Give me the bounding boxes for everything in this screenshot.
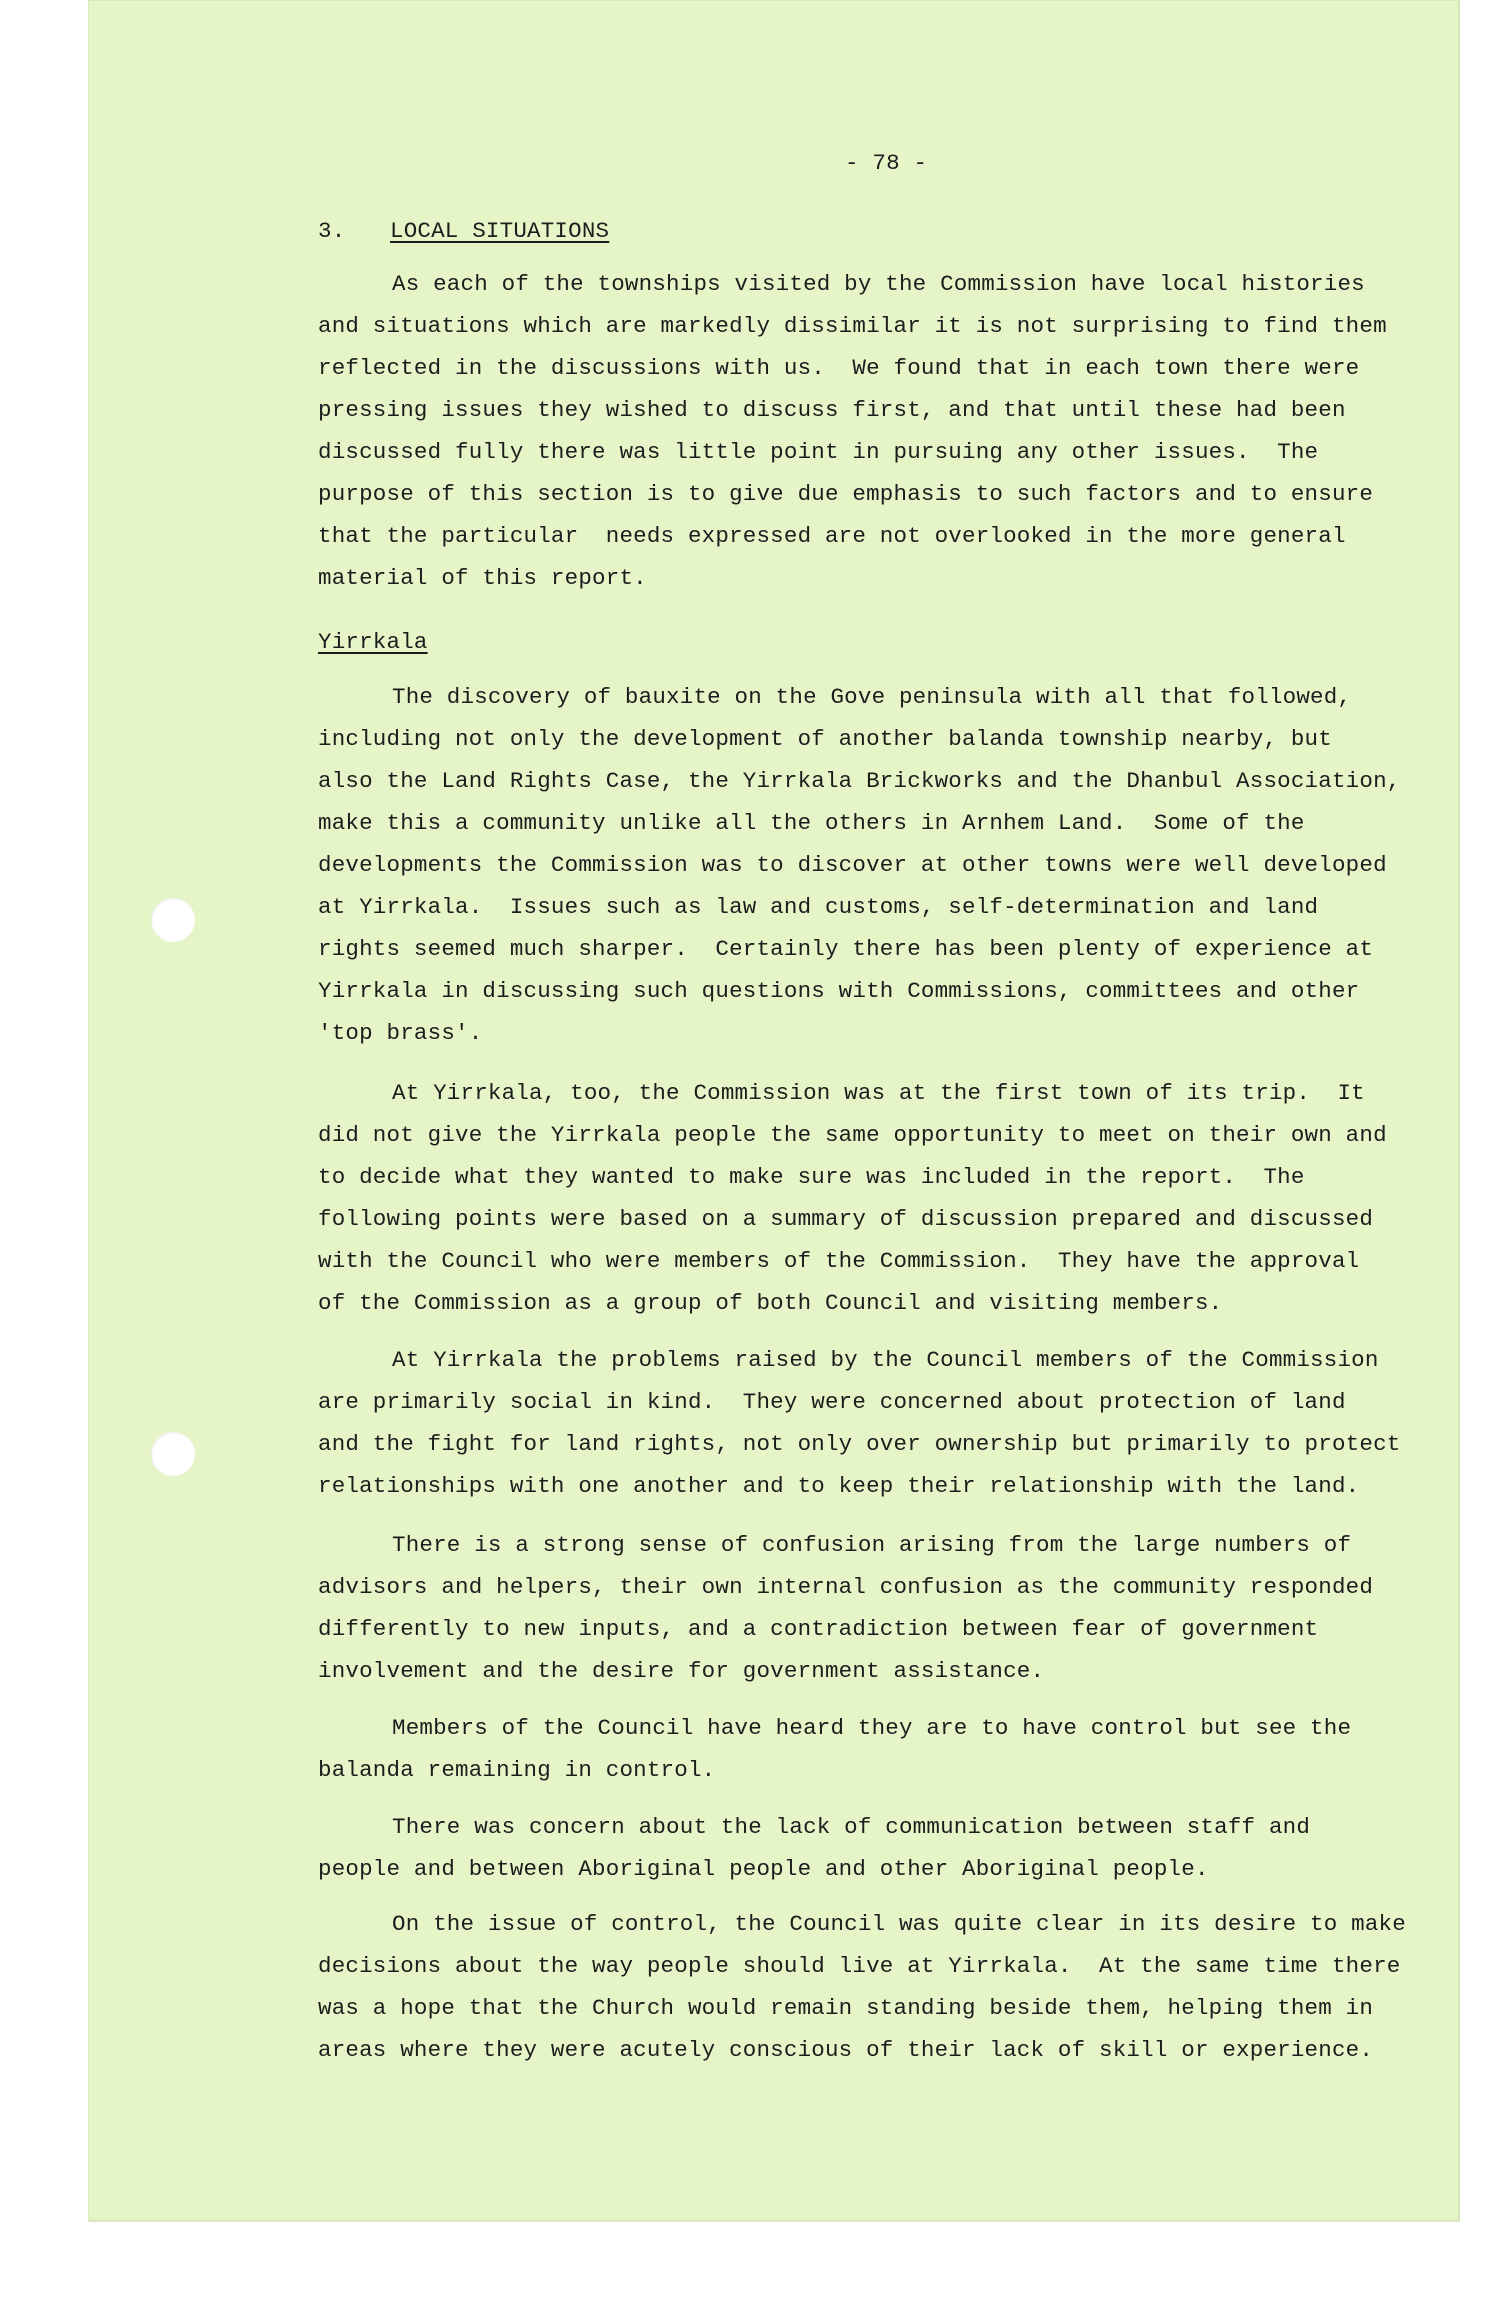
body-line: of the Commission as a group of both Council and visiting members. — [318, 1290, 1223, 1316]
body-line: rights seemed much sharper. Certainly there has been plenty of experience at — [318, 936, 1374, 962]
section-number: 3. — [318, 218, 346, 244]
body-line: At Yirrkala the problems raised by the Council members of the Commission — [392, 1347, 1379, 1373]
body-line: people and between Aboriginal people and other Aboriginal people. — [318, 1856, 1209, 1882]
intro-line: that the particular needs expressed are not overlooked in the more general — [318, 523, 1346, 549]
body-line: There is a strong sense of confusion arising from the large numbers of — [392, 1532, 1352, 1558]
section-title: LOCAL SITUATIONS — [390, 218, 610, 244]
body-line: Yirrkala in discussing such questions with Commissions, committees and other — [318, 978, 1360, 1004]
body-line: developments the Commission was to discover at other towns were well developed — [318, 852, 1387, 878]
body-line: following points were based on a summary of discussion prepared and discussed — [318, 1206, 1374, 1232]
body-line: including not only the development of another balanda township nearby, but — [318, 726, 1332, 752]
body-line: areas where they were acutely conscious of their lack of skill or experience. — [318, 2037, 1374, 2063]
body-line: 'top brass'. — [318, 1020, 483, 1046]
body-line: relationships with one another and to keep their relationship with the land. — [318, 1473, 1360, 1499]
body-line: make this a community unlike all the others in Arnhem Land. Some of the — [318, 810, 1305, 836]
body-line: to decide what they wanted to make sure was included in the report. The — [318, 1164, 1305, 1190]
body-line: also the Land Rights Case, the Yirrkala Brickworks and the Dhanbul Association, — [318, 768, 1401, 794]
body-line: At Yirrkala, too, the Commission was at the first town of its trip. It — [392, 1080, 1365, 1106]
body-line: The discovery of bauxite on the Gove peninsula with all that followed, — [392, 684, 1352, 710]
body-line: On the issue of control, the Council was quite clear in its desire to make — [392, 1911, 1406, 1937]
intro-line: purpose of this section is to give due emphasis to such factors and to ensure — [318, 481, 1374, 507]
intro-line: discussed fully there was little point in pursuing any other issues. The — [318, 439, 1319, 465]
body-line: involvement and the desire for government assistance. — [318, 1658, 1045, 1684]
intro-line: pressing issues they wished to discuss first, and that until these had been — [318, 397, 1346, 423]
body-line: was a hope that the Church would remain standing beside them, helping them in — [318, 1995, 1374, 2021]
intro-line: As each of the townships visited by the Commission have local histories — [392, 271, 1365, 297]
intro-line: reflected in the discussions with us. We found that in each town there were — [318, 355, 1360, 381]
body-line: differently to new inputs, and a contradiction between fear of government — [318, 1616, 1319, 1642]
intro-line: and situations which are markedly dissimilar it is not surprising to find them — [318, 313, 1387, 339]
body-line: advisors and helpers, their own internal confusion as the community responded — [318, 1574, 1374, 1600]
body-line: There was concern about the lack of communication between staff and — [392, 1814, 1311, 1840]
body-line: at Yirrkala. Issues such as law and customs, self-determination and land — [318, 894, 1319, 920]
subheading-yirrkala: Yirrkala — [318, 629, 428, 655]
intro-line: material of this report. — [318, 565, 647, 591]
body-line: are primarily social in kind. They were concerned about protection of land — [318, 1389, 1346, 1415]
body-line: with the Council who were members of the Commission. They have the approval — [318, 1248, 1360, 1274]
body-line: decisions about the way people should live at Yirrkala. At the same time there — [318, 1953, 1401, 1979]
body-line: balanda remaining in control. — [318, 1757, 716, 1783]
page-number: - 78 - — [845, 150, 928, 176]
body-line: did not give the Yirrkala people the same opportunity to meet on their own and — [318, 1122, 1387, 1148]
body-line: Members of the Council have heard they are to have control but see the — [392, 1715, 1352, 1741]
body-line: and the fight for land rights, not only over ownership but primarily to protect — [318, 1431, 1401, 1457]
